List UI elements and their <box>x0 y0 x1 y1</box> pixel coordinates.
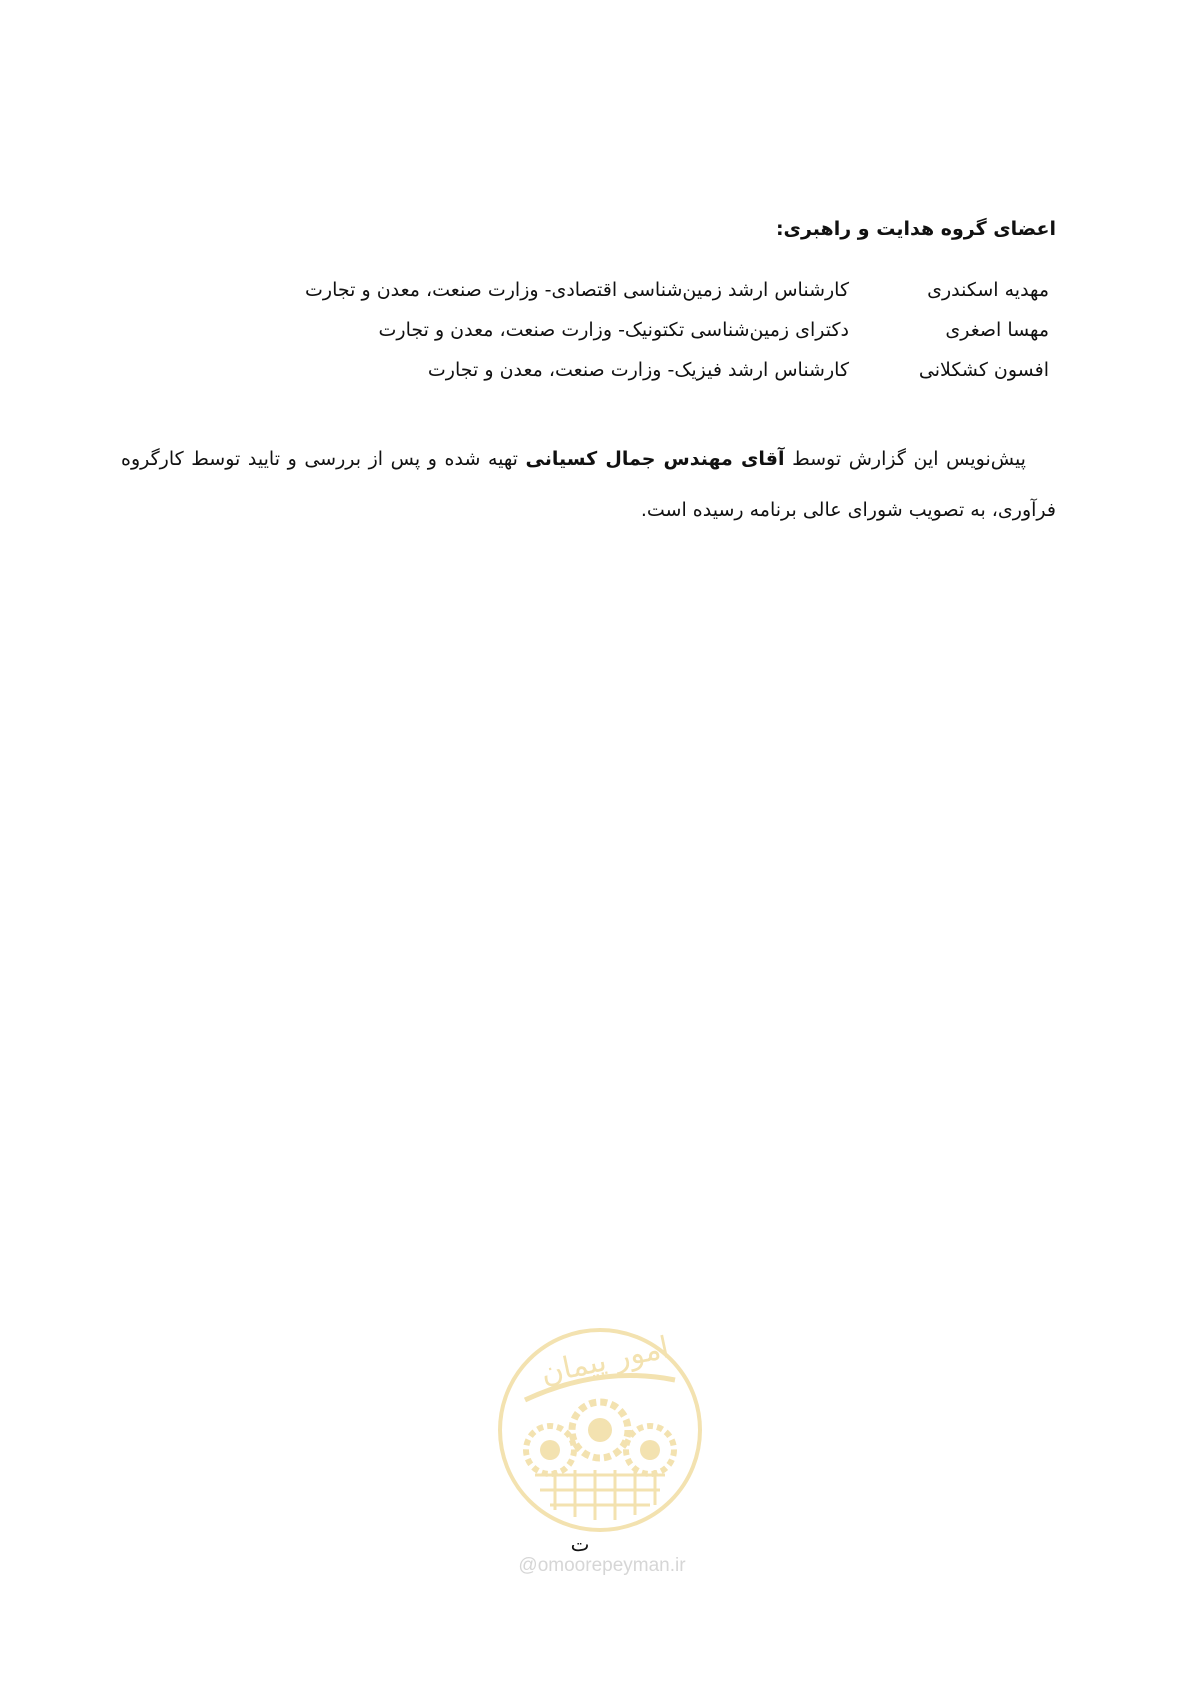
member-role: دکترای زمین‌شناسی تکتونیک- وزارت صنعت، معدن و تجارت <box>378 319 849 341</box>
paragraph-text-start: پیش‌نویس این گزارش توسط <box>784 448 1026 470</box>
member-name: مهسا اصغری <box>945 319 1049 341</box>
watermark-logo <box>495 1325 705 1535</box>
body-paragraph <box>121 434 1056 536</box>
member-role: کارشناس ارشد فیزیک- وزارت صنعت، معدن و تجارت <box>427 359 849 381</box>
member-name: مهدیه اسکندری <box>927 279 1049 301</box>
logo-text: امور پیمان <box>537 1330 673 1392</box>
member-row <box>249 310 1049 350</box>
member-row <box>249 350 1049 390</box>
section-heading: اعضای گروه هدایت و راهبری: <box>775 218 1056 240</box>
member-role: کارشناس ارشد زمین‌شناسی اقتصادی- وزارت صنعت، معدن و تجارت <box>305 279 849 301</box>
paragraph-text-end: تهیه شده و پس از بررسی و تایید توسط کارگروه فرآوری، به تصویب شورای عالی برنامه رسیده است. <box>121 448 1056 521</box>
member-row <box>249 270 1049 310</box>
watermark-url: @omoorepeyman.ir <box>518 1555 686 1576</box>
members-list <box>249 270 1049 390</box>
page-number: ت <box>570 1532 590 1556</box>
author-name: آقای مهندس جمال کسیانی <box>525 448 785 470</box>
member-name: افسون کشکلانی <box>918 359 1049 381</box>
